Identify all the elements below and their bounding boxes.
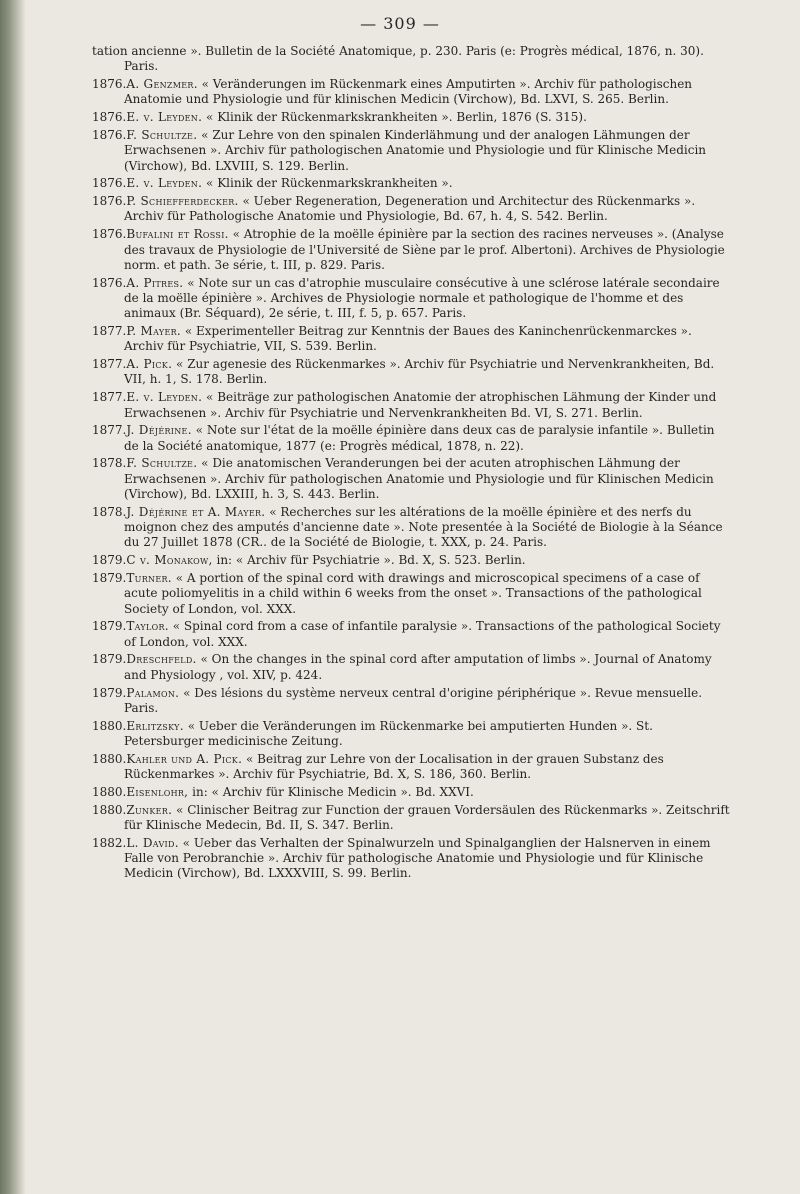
reference-entry — [92, 357, 732, 388]
reference-year: 1876. — [92, 77, 127, 92]
reference-text: « Veränderungen im Rückenmark eines Amputirten ». Archiv für pathologischen Anatomie und Physiologie und für klinischen Medicin (Virchow), Bd. LXVI, S. 265. Berlin. — [124, 77, 693, 107]
reference-author: A. Pick. — [126, 357, 173, 372]
reference-author: F. Schultze. — [126, 127, 198, 142]
reference-entry — [92, 456, 732, 502]
reference-entry — [92, 803, 732, 834]
reference-entry — [92, 110, 732, 125]
reference-text: « Ueber Regeneration, Degeneration und Architectur des Rückenmarks ». Archiv für Pathologische Anatomie und Physiologie, Bd. 67, h. 4, S. 542. Berlin. — [124, 194, 696, 224]
reference-author: Eisenlohr, — [126, 784, 189, 799]
reference-text: tation ancienne ». Bulletin de la Société Anatomique, p. 230. Paris (e: Progrès médical, 1876, n. 30). Paris. — [92, 44, 704, 74]
reference-year: 1876. — [92, 110, 127, 125]
reference-text: « Klinik der Rückenmarkskrankheiten ». — [206, 176, 453, 191]
reference-entry — [92, 571, 732, 617]
reference-entry — [92, 505, 732, 551]
reference-year: 1877. — [92, 423, 127, 438]
reference-author: Erlitzsky. — [126, 718, 184, 733]
reference-author: E. v. Leyden. — [126, 390, 203, 405]
reference-entry — [92, 652, 732, 683]
reference-year: 1882. — [92, 835, 127, 850]
reference-text: « Note sur un cas d'atrophie musculaire consécutive à une sclérose latérale secondaire de la moëlle épinière ». Archives de Physiologie normale et pathologique de l'homme et des animaux (Br. Séquard), 2e série, t. III, f. 5, p. 657. Paris. — [124, 275, 720, 321]
reference-year: 1876. — [92, 176, 127, 191]
reference-year: 1879. — [92, 619, 127, 634]
reference-author: Taylor. — [126, 619, 169, 634]
reference-year: 1877. — [92, 390, 127, 405]
reference-author: Palamon. — [126, 685, 180, 700]
reference-text: « Des lésions du système nerveux central d'origine périphérique ». Revue mensuelle. Paris. — [124, 685, 703, 715]
reference-author: C v. Monakow, — [126, 553, 213, 568]
reference-entry — [92, 390, 732, 421]
reference-year: 1880. — [92, 751, 127, 766]
reference-entry — [92, 619, 732, 650]
reference-year: 1880. — [92, 802, 127, 817]
reference-author: J. Déjérine et A. Mayer. — [126, 504, 266, 519]
reference-text: « Experimenteller Beitrag zur Kenntnis der Baues des Kaninchenrückenmarckes ». Archiv für Psychiatrie, VII, S. 539. Berlin. — [124, 324, 692, 354]
reference-text: « Ueber das Verhalten der Spinalwurzeln und Spinalganglien der Halsnerven in einem Falle von Perobranchie ». Archiv für pathologische Anatomie und Physiologie und für Klinische Medicin (Virchow), Bd. LXXXVIII, S. 99. Berlin. — [124, 835, 711, 881]
reference-text: « Zur Lehre von den spinalen Kinderlähmung und der analogen Lähmungen der Erwachsenen ». Archiv für pathologischen Anatomie und Physiologie und für Klinische Medicin (Virchow), Bd. LXVIII, S. 129. Berlin. — [124, 127, 707, 173]
reference-text: « Note sur l'état de la moëlle épinière dans deux cas de paralysie infantile ». Bulletin de la Société anatomique, 1877 (e: Progrès médical, 1878, n. 22). — [124, 423, 715, 453]
reference-text: « Atrophie de la moëlle épinière par la section des racines nerveuses ». (Analyse des travaux de Physiologie de l'Université de Siène par le prof. Albertoni). Archives de Physiologie norm. et path. 3e série, t. III, p. 829. Paris. — [124, 227, 725, 272]
reference-text: « Beitrag zur Lehre von der Localisation in der grauen Substanz des Rückenmarkes ». Archiv für Psychiatrie, Bd. X, S. 186, 360. Berlin. — [124, 751, 664, 782]
reference-year: 1876. — [92, 194, 127, 209]
reference-year: 1879. — [92, 553, 127, 568]
reference-year: 1877. — [92, 357, 127, 372]
page-gutter-shadow — [0, 0, 26, 1194]
reference-year: 1879. — [92, 571, 127, 585]
reference-entry — [92, 77, 732, 108]
reference-text: « Spinal cord from a case of infantile paralysie ». Transactions of the pathological Society of London, vol. XXX. — [124, 619, 721, 649]
page-number: — 309 — — [360, 14, 440, 33]
reference-list — [92, 44, 732, 884]
reference-entry — [92, 686, 732, 717]
reference-author: Bufalini et Rossi. — [126, 227, 229, 242]
reference-entry — [92, 785, 732, 800]
reference-entry — [92, 44, 732, 75]
reference-author: P. Schiefferdecker. — [126, 194, 239, 209]
reference-text: « Beiträge zur pathologischen Anatomie der atrophischen Lähmung der Kinder und Erwachsenen ». Archiv für Psychiatrie und Nervenkrankheiten Bd. VI, S. 271. Berlin. — [124, 390, 717, 420]
reference-year: 1876. — [92, 275, 127, 290]
reference-entry — [92, 194, 732, 225]
reference-text: « Klinik der Rückenmarkskrankheiten ». Berlin, 1876 (S. 315). — [206, 110, 587, 125]
reference-author: Turner. — [126, 571, 172, 585]
reference-year: 1878. — [92, 456, 127, 471]
reference-text: « Die anatomischen Veranderungen bei der acuten atrophischen Lähmung der Erwachsenen ». Archiv für pathologischen Anatomie und Physiologie und für Klinischen Medicin (Virchow), Bd. LXXIII, h. 3, S. 443. Berlin. — [124, 456, 714, 502]
reference-author: Zunker. — [126, 802, 173, 817]
reference-entry — [92, 836, 732, 882]
reference-entry — [92, 324, 732, 355]
reference-text: in: « Archiv für Psychiatrie ». Bd. X, S. 523. Berlin. — [216, 553, 526, 568]
reference-text: « Ueber die Veränderungen im Rückenmarke bei amputierten Hunden ». St. Petersburger medicinische Zeitung. — [124, 718, 653, 748]
reference-author: J. Déjérine. — [126, 423, 192, 438]
reference-author: P. Mayer. — [126, 324, 182, 339]
reference-text: « Recherches sur les altérations de la moëlle épinière et des nerfs du moignon chez des amputés d'ancienne date ». Note presentée à la Société de Biologie à la Séance du 27 Juillet 1878 (CR.. de la Société de Biologie, t. XXX, p. 24. Paris. — [124, 504, 723, 550]
reference-author: L. David. — [126, 835, 179, 850]
reference-entry — [92, 128, 732, 174]
reference-text: « Zur agenesie des Rückenmarkes ». Archiv für Psychiatrie und Nervenkrankheiten, Bd. VII, h. 1, S. 178. Berlin. — [124, 357, 715, 387]
reference-entry — [92, 553, 732, 568]
reference-year: 1879. — [92, 685, 127, 700]
reference-author: F. Schultze. — [126, 456, 198, 471]
reference-text: « Clinischer Beitrag zur Function der grauen Vordersäulen des Rückenmarks ». Zeitschrift für Klinische Medecin, Bd. II, S. 347. Berlin. — [124, 802, 730, 832]
reference-entry — [92, 752, 732, 783]
reference-entry — [92, 423, 732, 454]
reference-author: A. Pitres. — [126, 275, 184, 290]
reference-year: 1876. — [92, 227, 127, 242]
reference-year: 1880. — [92, 784, 127, 799]
reference-author: E. v. Leyden. — [126, 176, 203, 191]
reference-entry — [92, 276, 732, 322]
reference-year: 1876. — [92, 127, 127, 142]
reference-entry — [92, 227, 732, 273]
reference-year: 1879. — [92, 652, 127, 667]
reference-entry — [92, 176, 732, 191]
reference-author: E. v. Leyden. — [126, 110, 203, 125]
reference-year: 1877. — [92, 324, 127, 339]
reference-author: Kahler und A. Pick. — [126, 751, 243, 766]
reference-text: in: « Archiv für Klinische Medicin ». Bd. XXVI. — [192, 784, 474, 799]
reference-author: Dreschfeld. — [126, 652, 197, 667]
reference-author: A. Genzmer. — [126, 77, 198, 92]
reference-entry — [92, 719, 732, 750]
reference-text: « On the changes in the spinal cord after amputation of limbs ». Journal of Anatomy and Physiology , vol. XIV, p. 424. — [124, 652, 712, 682]
reference-text: « A portion of the spinal cord with drawings and microscopical specimens of a case of acute poliomyelitis in a child within 6 weeks from the onset ». Transactions of the pathological Society of London, vol. XXX. — [124, 571, 702, 616]
reference-year: 1880. — [92, 718, 127, 733]
reference-year: 1878. — [92, 504, 127, 519]
